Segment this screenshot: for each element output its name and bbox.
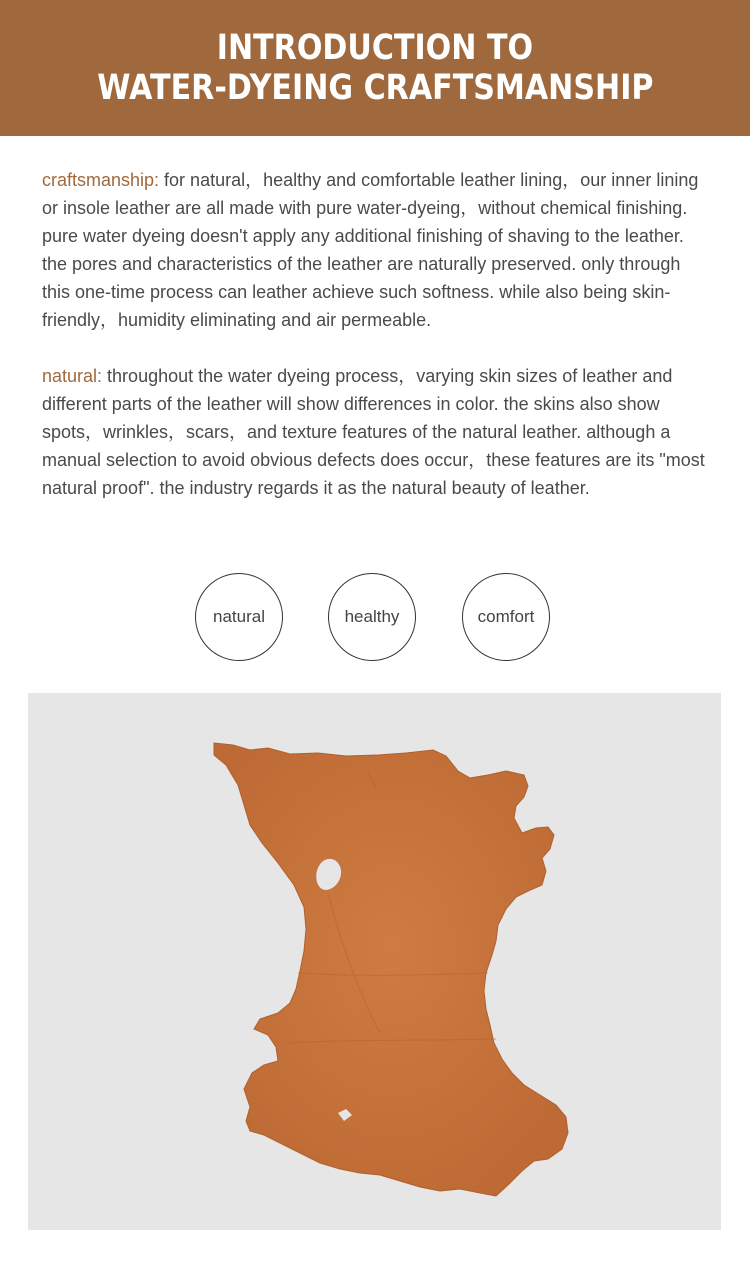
feature-badges [0,573,750,661]
badge-comfort: comfort [462,573,550,661]
text-content [0,136,750,502]
natural-heading: natural: [42,366,103,386]
natural-text: throughout the water dyeing process，varying skin sizes of leather and different parts of the leather will show differences in color. the skins also show spots，wrinkles，scars，and texture features of the natural leather. although a manual selection to avoid obvious defects does occur，these features are its "most natural proof". the industry regards it as the natural beauty of leather. [42,366,705,498]
title-banner [0,0,750,136]
title-line-1: INTRODUCTION TO [216,28,534,68]
title-line-2: WATER-DYEING CRAFTSMANSHIP [96,68,654,108]
craftsmanship-text: for natural，healthy and comfortable leather lining，our inner lining or insole leather are all made with pure water-dyeing，without chemical finishing. pure water dyeing doesn't apply any additional finishing of shaving to the leather. the pores and characteristics of the leather are naturally preserved. only through this one-time process can leather achieve such softness. while also being skin-friendly，humidity eliminating and air permeable. [42,170,699,330]
badge-natural: natural [195,573,283,661]
craftsmanship-paragraph [42,166,708,334]
natural-paragraph [42,362,708,502]
leather-hide-image [28,693,721,1230]
craftsmanship-heading: craftsmanship: [42,170,160,190]
leather-photo [28,693,721,1230]
badge-healthy: healthy [328,573,416,661]
leather-hide [214,743,568,1196]
